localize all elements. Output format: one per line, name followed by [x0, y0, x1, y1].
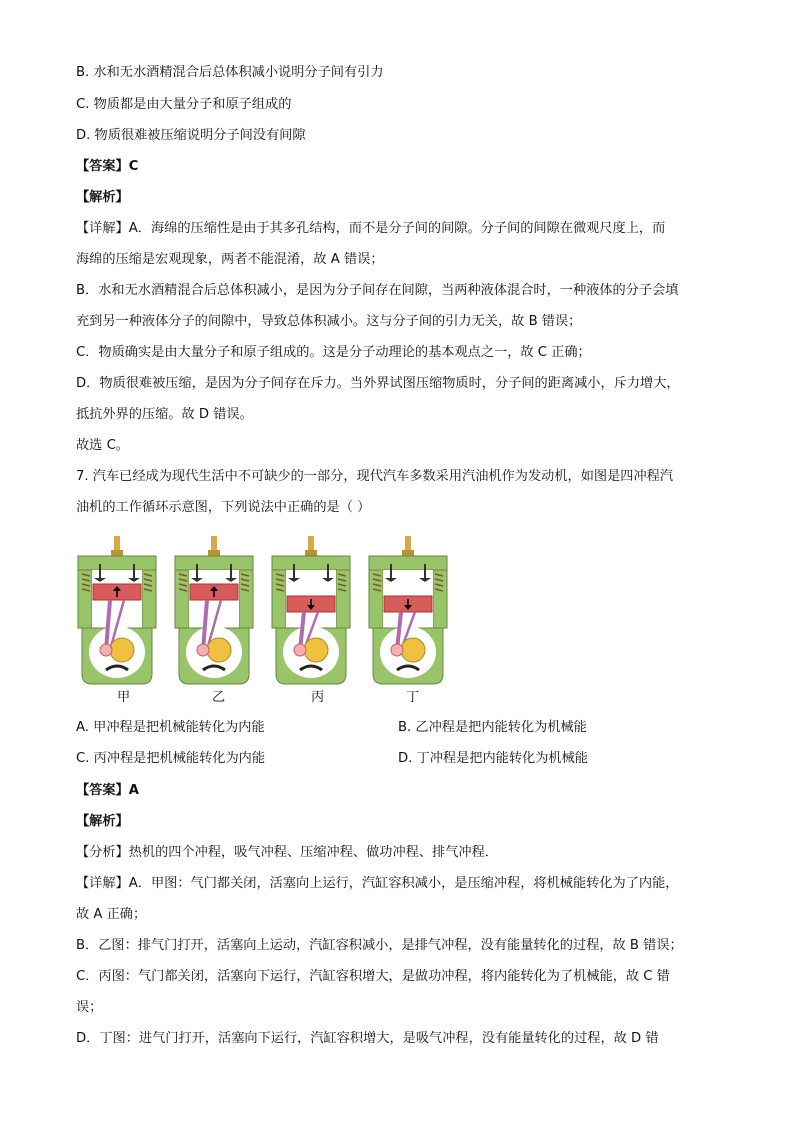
text-line: 【答案】C: [76, 159, 139, 174]
text-line: 【详解】A．甲图：气门都关闭，活塞向上运行，汽缸容积减小，是压缩冲程，将机械能转化为了内能，: [76, 876, 679, 891]
engine-diagram: [175, 536, 253, 684]
figure-label: 甲: [117, 690, 131, 705]
figure-label: 乙: [212, 690, 226, 705]
four-stroke-engine-figure: [70, 534, 470, 686]
text-line: 【答案】A: [76, 783, 139, 798]
text-line: 【解析】: [76, 814, 129, 829]
text-line: 故选 C。: [76, 438, 129, 453]
text-line: 抵抗外界的压缩。故 D 错误。: [76, 407, 253, 422]
text-line: B．水和无水酒精混合后总体积减小，是因为分子间存在间隙，当两种液体混合时，一种液体的分子会填: [76, 283, 679, 298]
text-line: 【详解】A．海绵的压缩性是由于其多孔结构，而不是分子间的间隙。分子间的间隙在微观尺度上，而: [76, 221, 666, 236]
text-line: D. 物质很难被压缩说明分子间没有间隙: [76, 128, 306, 143]
text-line: 误；: [76, 1000, 103, 1015]
option-d: D. 丁冲程是把内能转化为机械能: [398, 751, 588, 766]
engine-diagram: [369, 536, 447, 684]
text-line: D．物质很难被压缩，是因为分子间存在斥力。当外界试图压缩物质时，分子间的距离减小，斥力增大，: [76, 376, 680, 391]
figure-label: 丙: [311, 690, 325, 705]
text-line: B. 水和无水酒精混合后总体积减小说明分子间有引力: [76, 65, 384, 80]
option-c: C. 丙冲程是把机械能转化为内能: [76, 751, 266, 766]
text-line: 充到另一种液体分子的间隙中，导致总体积减小。这与分子间的引力无关，故 B 错误；: [76, 314, 582, 329]
text-line: D．丁图：进气门打开，活塞向下运行，汽缸容积增大，是吸气冲程，没有能量转化的过程，故 D 错: [76, 1031, 659, 1046]
engine-diagram: [272, 536, 350, 684]
figure-label: 丁: [406, 690, 420, 705]
text-line: C. 物质都是由大量分子和原子组成的: [76, 97, 292, 112]
text-line: 【解析】: [76, 190, 129, 205]
text-line: C．物质确实是由大量分子和原子组成的。这是分子动理论的基本观点之一，故 C 正确；: [76, 345, 591, 360]
text-line: C．丙图：气门都关闭，活塞向下运行，汽缸容积增大，是做功冲程，将内能转化为了机械能，故 C 错: [76, 969, 670, 984]
text-line: 海绵的压缩是宏观现象，两者不能混淆，故 A 错误；: [76, 252, 384, 267]
text-line: 【分析】热机的四个冲程，吸气冲程、压缩冲程、做功冲程、排气冲程．: [76, 845, 498, 860]
text-line: B．乙图：排气门打开，活塞向上运动，汽缸容积减小，是排气冲程，没有能量转化的过程，故 B 错误；: [76, 938, 683, 953]
text-line: 7. 汽车已经成为现代生活中不可缺少的一部分，现代汽车多数采用汽油机作为发动机，如图是四冲程汽: [76, 469, 674, 484]
option-a: A. 甲冲程是把机械能转化为内能: [76, 720, 265, 735]
text-line: 故 A 正确；: [76, 907, 147, 922]
engine-diagram: [78, 536, 156, 684]
option-b: B. 乙冲程是把内能转化为机械能: [398, 720, 587, 735]
text-line: 油机的工作循环示意图，下列说法中正确的是（ ）: [76, 500, 371, 515]
